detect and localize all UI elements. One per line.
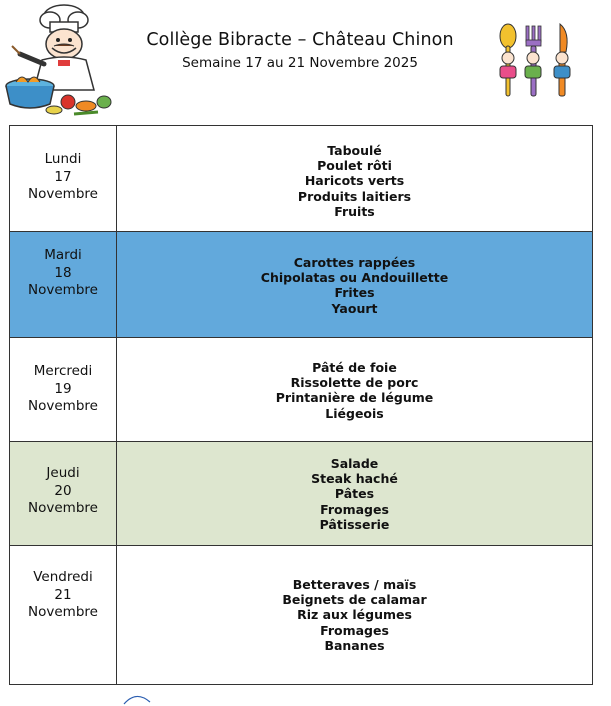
day-month: Novembre <box>28 398 98 414</box>
day-cell <box>10 126 117 231</box>
chef-icon <box>2 2 120 120</box>
dish-item: Produits laitiers <box>297 188 412 204</box>
day-name: Jeudi <box>46 465 80 481</box>
day-date: 21 <box>54 586 72 603</box>
day-name: Vendredi <box>33 569 93 585</box>
dish-item: Bananes <box>324 637 385 653</box>
day-name: Lundi <box>44 151 82 167</box>
day-cell <box>10 232 117 337</box>
dishes-cell <box>117 338 592 441</box>
menu-row-friday <box>10 546 592 684</box>
day-cell <box>10 442 117 545</box>
dish-item: Beignets de calamar <box>282 592 427 608</box>
dish-item: Steak haché <box>311 471 398 487</box>
dish-item: Liégeois <box>325 405 384 421</box>
dish-item: Haricots verts <box>304 173 405 189</box>
dish-item: Fromages <box>320 501 389 517</box>
dish-item: Betteraves / maïs <box>292 577 417 592</box>
dishes-cell <box>117 546 592 684</box>
dish-item: Carottes rappées <box>293 255 416 270</box>
dish-item: Riz aux légumes <box>297 607 412 623</box>
day-month: Novembre <box>28 500 98 516</box>
dish-item: Salade <box>330 456 379 471</box>
day-cell <box>10 546 117 684</box>
dish-item: Taboulé <box>327 143 382 158</box>
day-date: 20 <box>54 482 72 499</box>
dishes-cell <box>117 126 592 231</box>
day-month: Novembre <box>28 604 98 620</box>
dish-item: Poulet rôti <box>317 158 392 174</box>
page-title: Collège Bibracte – Château Chinon <box>146 30 454 50</box>
dish-item: Pâté de foie <box>312 360 397 375</box>
cutlery-icon <box>486 22 586 100</box>
dish-item: Pâtes <box>334 486 375 502</box>
day-date: 18 <box>54 264 72 281</box>
day-month: Novembre <box>28 186 98 202</box>
menu-row-thursday <box>10 442 592 546</box>
dish-item: Yaourt <box>331 300 378 316</box>
pen-scribble-icon <box>122 692 152 706</box>
menu-row-wednesday <box>10 338 592 442</box>
menu-row-monday <box>10 126 592 232</box>
menu-table <box>9 125 593 685</box>
day-month: Novembre <box>28 282 98 298</box>
dish-item: Fromages <box>320 622 389 638</box>
day-cell <box>10 338 117 441</box>
dish-item: Fruits <box>334 203 375 219</box>
page-header <box>0 0 611 125</box>
day-date: 17 <box>54 168 72 185</box>
day-name: Mardi <box>44 247 82 263</box>
dish-item: Chipolatas ou Andouillette <box>260 270 449 286</box>
dishes-cell <box>117 442 592 545</box>
day-date: 19 <box>54 380 72 397</box>
page-subtitle: Semaine 17 au 21 Novembre 2025 <box>182 55 418 71</box>
day-name: Mercredi <box>33 363 93 379</box>
dish-item: Rissolette de porc <box>290 375 419 391</box>
dish-item: Pâtisserie <box>319 516 390 532</box>
dish-item: Printanière de légume <box>275 390 434 406</box>
dish-item: Frites <box>334 285 375 301</box>
dishes-cell <box>117 232 592 337</box>
menu-row-tuesday <box>10 232 592 338</box>
